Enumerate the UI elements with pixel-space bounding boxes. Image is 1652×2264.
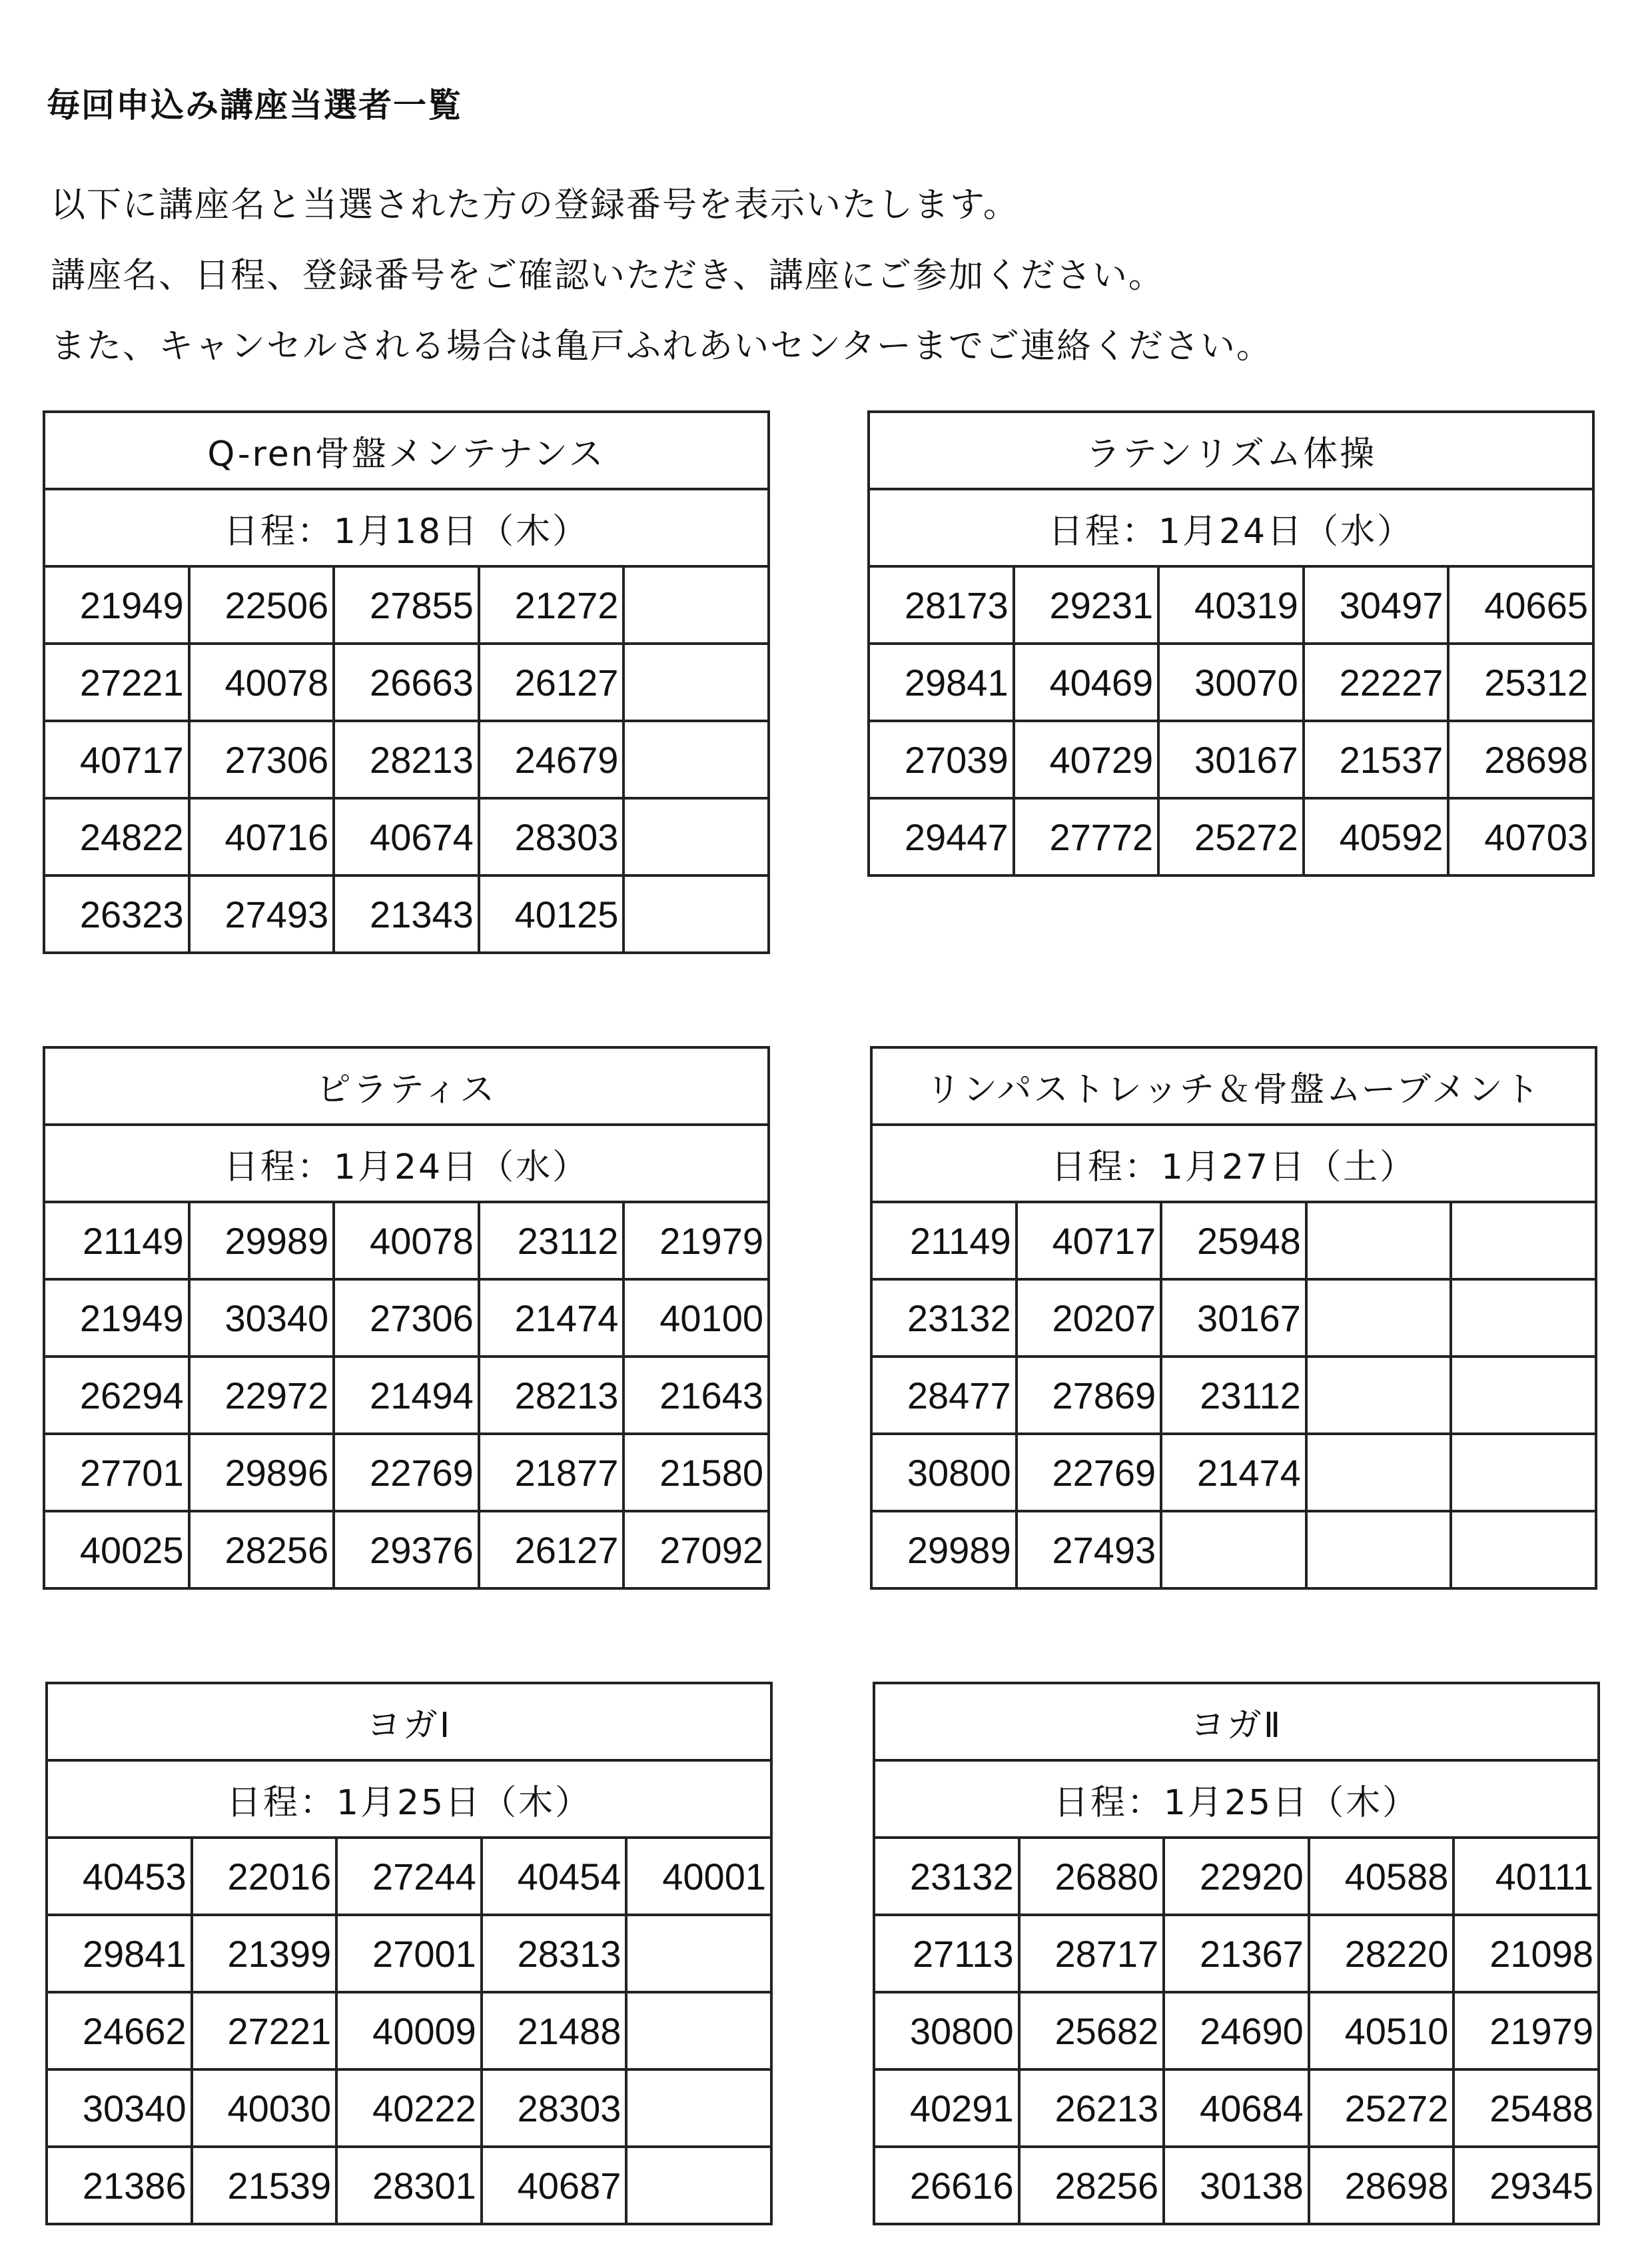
registration-number-cell: 40665 bbox=[1448, 566, 1593, 644]
course-name: ラテンリズム体操 bbox=[869, 412, 1593, 489]
registration-number-cell: 40717 bbox=[44, 721, 189, 798]
registration-number-cell bbox=[1306, 1434, 1451, 1511]
registration-number-cell: 22506 bbox=[189, 566, 334, 644]
registration-number-cell: 27869 bbox=[1017, 1357, 1162, 1434]
table-row bbox=[869, 798, 1593, 875]
registration-number-cell: 26616 bbox=[874, 2147, 1019, 2224]
registration-number-cell bbox=[1451, 1511, 1596, 1588]
course-date: 日程：1月18日（木） bbox=[44, 489, 769, 566]
registration-number-cell: 26880 bbox=[1019, 1838, 1164, 1915]
registration-number-cell: 21979 bbox=[623, 1202, 769, 1279]
registration-number-cell: 28717 bbox=[1019, 1915, 1164, 1992]
table-row bbox=[869, 566, 1593, 644]
course-table-qren bbox=[43, 410, 770, 954]
table-row bbox=[44, 875, 769, 953]
registration-number-cell: 23132 bbox=[871, 1279, 1017, 1357]
registration-number-cell: 21367 bbox=[1164, 1915, 1309, 1992]
registration-number-cell: 29841 bbox=[47, 1915, 192, 1992]
course-date: 日程：1月25日（木） bbox=[874, 1760, 1599, 1838]
registration-number-cell: 30167 bbox=[1161, 1279, 1306, 1357]
table-row bbox=[47, 1838, 771, 1915]
registration-number-cell: 40687 bbox=[482, 2147, 627, 2224]
registration-number-cell: 24662 bbox=[47, 1992, 192, 2069]
course-table-yoga2 bbox=[873, 1682, 1600, 2225]
registration-number-cell: 21098 bbox=[1453, 1915, 1599, 1992]
registration-number-cell: 21539 bbox=[192, 2147, 337, 2224]
registration-number-cell: 28303 bbox=[482, 2069, 627, 2147]
registration-number-cell: 21537 bbox=[1304, 721, 1449, 798]
registration-number-cell: 23112 bbox=[1161, 1357, 1306, 1434]
table-row bbox=[44, 1202, 769, 1279]
registration-number-cell: 30167 bbox=[1158, 721, 1304, 798]
registration-number-cell: 21149 bbox=[44, 1202, 189, 1279]
registration-number-cell: 40025 bbox=[44, 1511, 189, 1588]
registration-number-cell: 27221 bbox=[192, 1992, 337, 2069]
registration-number-cell: 27113 bbox=[874, 1915, 1019, 1992]
table-row bbox=[874, 1992, 1599, 2069]
registration-number-cell: 40510 bbox=[1309, 1992, 1454, 2069]
registration-number-cell bbox=[1306, 1511, 1451, 1588]
registration-number-cell: 40469 bbox=[1014, 644, 1159, 721]
registration-number-cell: 28698 bbox=[1309, 2147, 1454, 2224]
table-row bbox=[871, 1434, 1596, 1511]
registration-number-cell: 23112 bbox=[479, 1202, 624, 1279]
course-date: 日程：1月24日（水） bbox=[869, 489, 1593, 566]
course-name: ヨガⅠ bbox=[47, 1683, 771, 1760]
course-table-pilates bbox=[43, 1046, 770, 1590]
registration-number-cell: 21386 bbox=[47, 2147, 192, 2224]
table-row bbox=[871, 1511, 1596, 1588]
course-name: ピラティス bbox=[44, 1047, 769, 1125]
table-row bbox=[47, 1915, 771, 1992]
registration-number-cell: 27772 bbox=[1014, 798, 1159, 875]
table-row bbox=[871, 1279, 1596, 1357]
registration-number-cell: 25948 bbox=[1161, 1202, 1306, 1279]
registration-number-cell bbox=[626, 2147, 771, 2224]
registration-number-cell: 40703 bbox=[1448, 798, 1593, 875]
registration-number-cell: 40684 bbox=[1164, 2069, 1309, 2147]
registration-number-cell: 22920 bbox=[1164, 1838, 1309, 1915]
registration-number-cell: 26213 bbox=[1019, 2069, 1164, 2147]
registration-number-cell bbox=[1451, 1202, 1596, 1279]
table-row bbox=[44, 644, 769, 721]
table-row bbox=[871, 1202, 1596, 1279]
registration-number-cell: 28477 bbox=[871, 1357, 1017, 1434]
registration-number-cell bbox=[623, 566, 769, 644]
registration-number-cell: 29231 bbox=[1014, 566, 1159, 644]
registration-number-cell: 27306 bbox=[189, 721, 334, 798]
registration-number-cell: 23132 bbox=[874, 1838, 1019, 1915]
registration-number-cell: 21343 bbox=[334, 875, 479, 953]
registration-number-cell: 30800 bbox=[874, 1992, 1019, 2069]
registration-number-cell: 40078 bbox=[334, 1202, 479, 1279]
registration-number-cell: 21149 bbox=[871, 1202, 1017, 1279]
registration-number-cell: 27244 bbox=[336, 1838, 482, 1915]
course-name: リンパストレッチ＆骨盤ムーブメント bbox=[871, 1047, 1596, 1125]
intro-text bbox=[51, 170, 1272, 382]
registration-number-cell bbox=[1451, 1357, 1596, 1434]
table-row bbox=[44, 1511, 769, 1588]
registration-number-cell: 40319 bbox=[1158, 566, 1304, 644]
registration-number-cell bbox=[626, 1992, 771, 2069]
registration-number-cell: 25312 bbox=[1448, 644, 1593, 721]
registration-number-cell: 22227 bbox=[1304, 644, 1449, 721]
registration-number-cell: 21949 bbox=[44, 566, 189, 644]
registration-number-cell bbox=[626, 2069, 771, 2147]
registration-number-cell: 21474 bbox=[479, 1279, 624, 1357]
registration-number-cell: 27493 bbox=[1017, 1511, 1162, 1588]
registration-number-cell bbox=[1451, 1434, 1596, 1511]
table-row bbox=[874, 2147, 1599, 2224]
registration-number-cell bbox=[1306, 1202, 1451, 1279]
registration-number-cell: 40100 bbox=[623, 1279, 769, 1357]
course-date: 日程：1月24日（水） bbox=[44, 1125, 769, 1202]
registration-number-cell: 20207 bbox=[1017, 1279, 1162, 1357]
intro-line: 以下に講座名と当選された方の登録番号を表示いたします。 bbox=[51, 185, 1019, 225]
registration-number-cell: 29989 bbox=[871, 1511, 1017, 1588]
registration-number-cell: 40222 bbox=[336, 2069, 482, 2147]
registration-number-cell: 25272 bbox=[1309, 2069, 1454, 2147]
registration-number-cell: 28256 bbox=[1019, 2147, 1164, 2224]
registration-number-cell bbox=[1161, 1511, 1306, 1588]
registration-number-cell: 29447 bbox=[869, 798, 1014, 875]
table-row bbox=[47, 2069, 771, 2147]
intro-line: また、キャンセルされる場合は亀戸ふれあいセンターまでご連絡ください。 bbox=[51, 326, 1272, 366]
registration-number-cell: 30070 bbox=[1158, 644, 1304, 721]
course-table-yoga1 bbox=[45, 1682, 773, 2225]
registration-number-cell: 21399 bbox=[192, 1915, 337, 1992]
registration-number-cell: 30800 bbox=[871, 1434, 1017, 1511]
registration-number-cell: 26323 bbox=[44, 875, 189, 953]
registration-number-cell: 22769 bbox=[1017, 1434, 1162, 1511]
registration-number-cell: 40078 bbox=[189, 644, 334, 721]
registration-number-cell: 21643 bbox=[623, 1357, 769, 1434]
course-table-lymph bbox=[870, 1046, 1597, 1590]
registration-number-cell: 40454 bbox=[482, 1838, 627, 1915]
registration-number-cell: 28173 bbox=[869, 566, 1014, 644]
registration-number-cell: 29841 bbox=[869, 644, 1014, 721]
registration-number-cell: 30138 bbox=[1164, 2147, 1309, 2224]
registration-number-cell bbox=[623, 798, 769, 875]
registration-number-cell: 22016 bbox=[192, 1838, 337, 1915]
table-row bbox=[869, 721, 1593, 798]
registration-number-cell: 26663 bbox=[334, 644, 479, 721]
registration-number-cell: 40717 bbox=[1017, 1202, 1162, 1279]
course-date: 日程：1月25日（木） bbox=[47, 1760, 771, 1838]
table-row bbox=[44, 798, 769, 875]
registration-number-cell: 21949 bbox=[44, 1279, 189, 1357]
registration-number-cell: 25682 bbox=[1019, 1992, 1164, 2069]
registration-number-cell: 24822 bbox=[44, 798, 189, 875]
registration-number-cell: 30497 bbox=[1304, 566, 1449, 644]
registration-number-cell: 28301 bbox=[336, 2147, 482, 2224]
table-row bbox=[44, 1279, 769, 1357]
registration-number-cell: 29896 bbox=[189, 1434, 334, 1511]
registration-number-cell: 26294 bbox=[44, 1357, 189, 1434]
registration-number-cell: 27493 bbox=[189, 875, 334, 953]
course-date: 日程：1月27日（土） bbox=[871, 1125, 1596, 1202]
registration-number-cell: 30340 bbox=[47, 2069, 192, 2147]
registration-number-cell: 28213 bbox=[479, 1357, 624, 1434]
registration-number-cell: 40729 bbox=[1014, 721, 1159, 798]
registration-number-cell bbox=[1451, 1279, 1596, 1357]
registration-number-cell bbox=[1306, 1279, 1451, 1357]
registration-number-cell: 28698 bbox=[1448, 721, 1593, 798]
registration-number-cell: 27039 bbox=[869, 721, 1014, 798]
table-row bbox=[47, 2147, 771, 2224]
registration-number-cell: 21488 bbox=[482, 1992, 627, 2069]
registration-number-cell: 40674 bbox=[334, 798, 479, 875]
registration-number-cell: 40291 bbox=[874, 2069, 1019, 2147]
registration-number-cell: 27701 bbox=[44, 1434, 189, 1511]
table-row bbox=[874, 2069, 1599, 2147]
registration-number-cell: 27306 bbox=[334, 1279, 479, 1357]
table-row bbox=[44, 1434, 769, 1511]
registration-number-cell: 22769 bbox=[334, 1434, 479, 1511]
registration-number-cell: 21580 bbox=[623, 1434, 769, 1511]
registration-number-cell bbox=[626, 1915, 771, 1992]
table-row bbox=[47, 1992, 771, 2069]
registration-number-cell: 27855 bbox=[334, 566, 479, 644]
table-row bbox=[44, 1357, 769, 1434]
registration-number-cell: 28220 bbox=[1309, 1915, 1454, 1992]
registration-number-cell: 40716 bbox=[189, 798, 334, 875]
registration-number-cell: 24679 bbox=[479, 721, 624, 798]
registration-number-cell: 26127 bbox=[479, 644, 624, 721]
course-table-latin bbox=[867, 410, 1595, 877]
registration-number-cell bbox=[1306, 1357, 1451, 1434]
course-name: Q-ren骨盤メンテナンス bbox=[44, 412, 769, 489]
course-name: ヨガⅡ bbox=[874, 1683, 1599, 1760]
registration-number-cell: 25272 bbox=[1158, 798, 1304, 875]
registration-number-cell: 27001 bbox=[336, 1915, 482, 1992]
registration-number-cell: 24690 bbox=[1164, 1992, 1309, 2069]
registration-number-cell: 21979 bbox=[1453, 1992, 1599, 2069]
registration-number-cell: 29376 bbox=[334, 1511, 479, 1588]
registration-number-cell: 40009 bbox=[336, 1992, 482, 2069]
table-row bbox=[44, 721, 769, 798]
registration-number-cell: 28303 bbox=[479, 798, 624, 875]
registration-number-cell: 40125 bbox=[479, 875, 624, 953]
table-row bbox=[871, 1357, 1596, 1434]
registration-number-cell: 28213 bbox=[334, 721, 479, 798]
registration-number-cell: 40030 bbox=[192, 2069, 337, 2147]
registration-number-cell: 40592 bbox=[1304, 798, 1449, 875]
registration-number-cell: 29345 bbox=[1453, 2147, 1599, 2224]
registration-number-cell bbox=[623, 644, 769, 721]
registration-number-cell: 21877 bbox=[479, 1434, 624, 1511]
registration-number-cell: 21494 bbox=[334, 1357, 479, 1434]
registration-number-cell: 25488 bbox=[1453, 2069, 1599, 2147]
registration-number-cell: 22972 bbox=[189, 1357, 334, 1434]
registration-number-cell bbox=[623, 875, 769, 953]
registration-number-cell: 28256 bbox=[189, 1511, 334, 1588]
registration-number-cell: 28313 bbox=[482, 1915, 627, 1992]
table-row bbox=[869, 644, 1593, 721]
registration-number-cell: 21272 bbox=[479, 566, 624, 644]
intro-line: 講座名、日程、登録番号をご確認いただき、講座にご参加ください。 bbox=[51, 256, 1164, 296]
registration-number-cell: 26127 bbox=[479, 1511, 624, 1588]
registration-number-cell: 40001 bbox=[626, 1838, 771, 1915]
table-row bbox=[874, 1838, 1599, 1915]
registration-number-cell bbox=[623, 721, 769, 798]
registration-number-cell: 40453 bbox=[47, 1838, 192, 1915]
table-row bbox=[44, 566, 769, 644]
registration-number-cell: 27092 bbox=[623, 1511, 769, 1588]
table-row bbox=[874, 1915, 1599, 1992]
page-title: 毎回申込み講座当選者一覧 bbox=[47, 86, 462, 125]
registration-number-cell: 40588 bbox=[1309, 1838, 1454, 1915]
registration-number-cell: 30340 bbox=[189, 1279, 334, 1357]
registration-number-cell: 21474 bbox=[1161, 1434, 1306, 1511]
registration-number-cell: 27221 bbox=[44, 644, 189, 721]
registration-number-cell: 40111 bbox=[1453, 1838, 1599, 1915]
registration-number-cell: 29989 bbox=[189, 1202, 334, 1279]
